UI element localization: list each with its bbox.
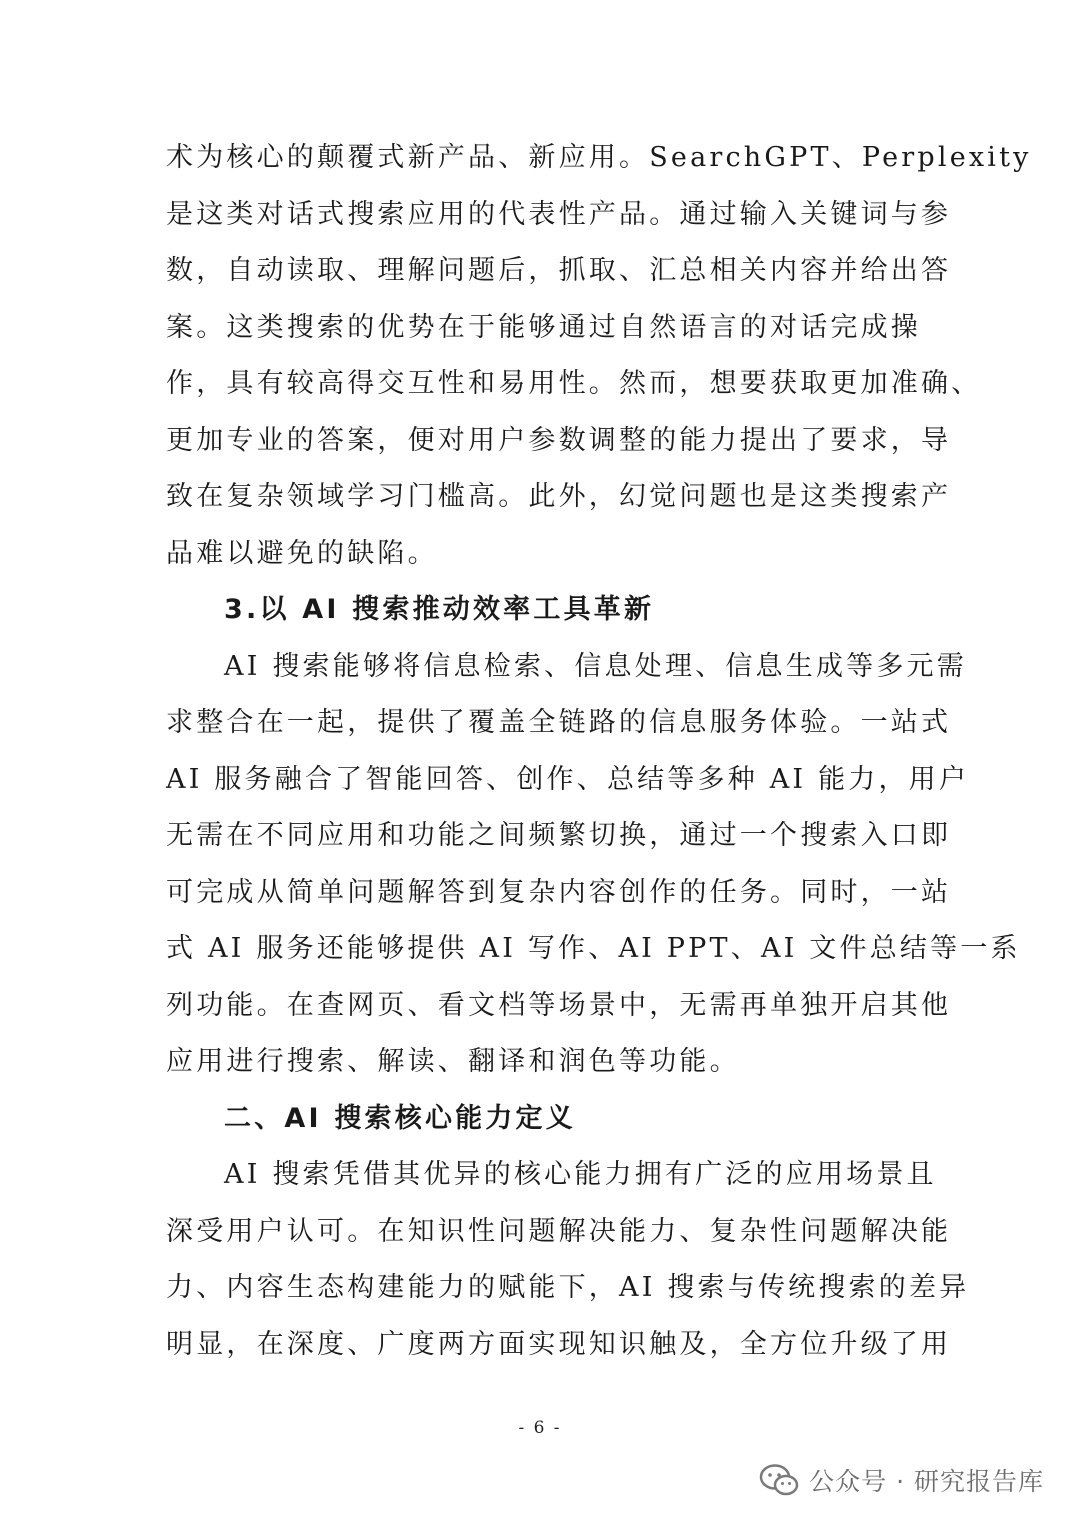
text-line: 明显，在深度、广度两方面实现知识触及，全方位升级了用: [166, 1328, 952, 1360]
text-line: 数，自动读取、理解问题后，抓取、汇总相关内容并给出答: [166, 255, 952, 286]
text-line: 力、内容生态构建能力的赋能下，AI 搜索与传统搜索的差异: [166, 1272, 970, 1303]
text-line: 深受用户认可。在知识性问题解决能力、复杂性问题解决能: [166, 1215, 952, 1247]
watermark-text: 公众号 · 研究报告库: [809, 1467, 1044, 1496]
text-line: 列功能。在查网页、看文档等场景中，无需再单独开启其他: [166, 989, 952, 1021]
text-line: 作，具有较高得交互性和易用性。然而，想要获取更加准确、: [166, 368, 982, 399]
text-line: 求整合在一起，提供了覆盖全链路的信息服务体验。一站式: [166, 707, 952, 738]
text-line: 术为核心的颠覆式新产品、新应用。SearchGPT、Perplexity: [166, 142, 1032, 173]
text-line: 案。这类搜索的优势在于能够通过自然语言的对话完成操: [166, 311, 921, 343]
text-line: 更加专业的答案，便对用户参数调整的能力提出了要求，导: [166, 424, 952, 456]
text-line: 致在复杂领域学习门槛高。此外，幻觉问题也是这类搜索产: [166, 481, 952, 512]
text-line: 式 AI 服务还能够提供 AI 写作、AI PPT、AI 文件总结等一系: [166, 933, 1021, 964]
text-line: 可完成从简单问题解答到复杂内容创作的任务。同时，一站: [166, 876, 952, 908]
document-page: [166, 130, 1032, 1373]
text-line: 无需在不同应用和功能之间频繁切换，通过一个搜索入口即: [166, 820, 952, 851]
section-heading-3: 3.以 AI 搜索推动效率工具革新: [224, 594, 655, 625]
text-line: 应用进行搜索、解读、翻译和润色等功能。: [166, 1046, 740, 1077]
text-line: 是这类对话式搜索应用的代表性产品。通过输入关键词与参: [166, 198, 952, 230]
section-heading-2: 二、AI 搜索核心能力定义: [224, 1102, 576, 1134]
paragraph-1: [166, 130, 1032, 582]
text-line: AI 服务融合了智能回答、创作、总结等多种 AI 能力，用户: [166, 763, 970, 795]
text-line: AI 搜索凭借其优异的核心能力拥有广泛的应用场景且: [224, 1159, 937, 1190]
section-2-block: [166, 1091, 970, 1374]
wechat-icon: [759, 1463, 799, 1497]
text-line: AI 搜索能够将信息检索、信息处理、信息生成等多元需: [224, 650, 967, 682]
watermark: [759, 1462, 1044, 1498]
section-3-block: [166, 582, 1021, 1091]
text-line: 品难以避免的缺陷。: [166, 537, 438, 569]
page-number: - 6 -: [518, 1418, 562, 1438]
